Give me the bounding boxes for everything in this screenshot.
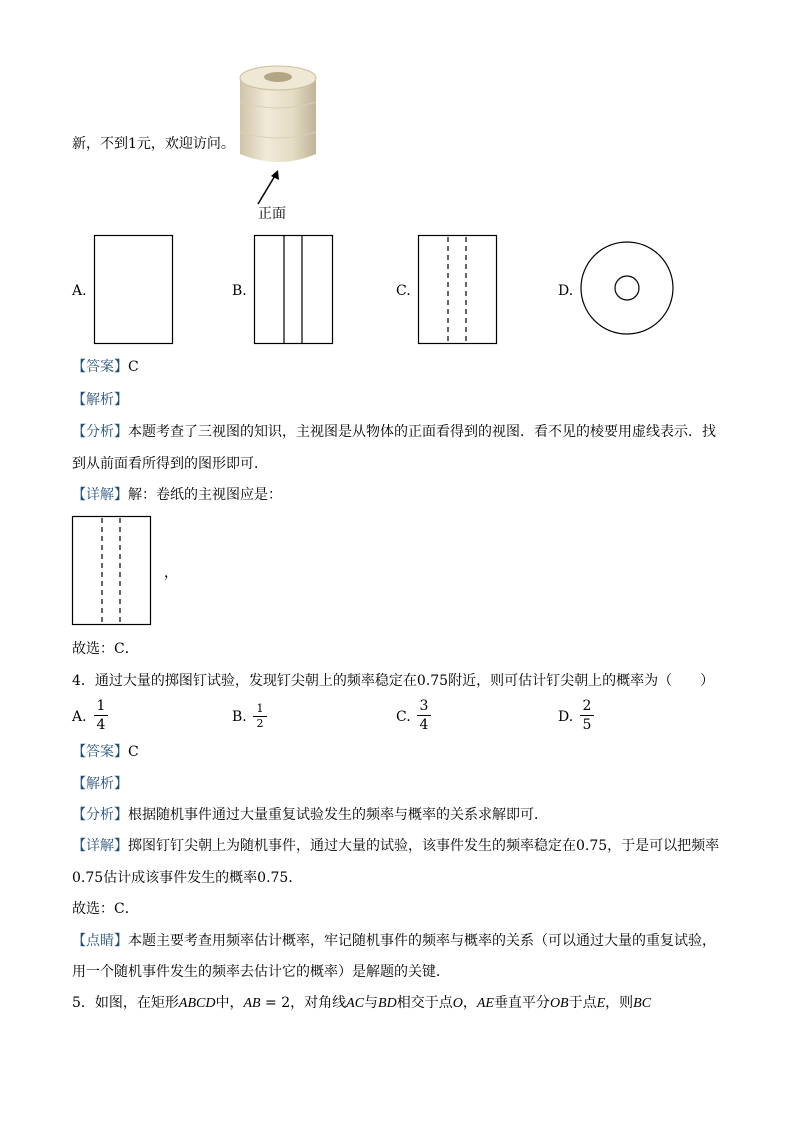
q4-dianjing-line2: 用一个随机事件发生的频率去估计它的概率）是解题的关键． xyxy=(72,964,450,980)
q4-xiangjie-line1: 【详解】掷图钉钉尖朝上为随机事件，通过大量的试验，该事件发生的频率稳定在0.75，于是可以把频率 xyxy=(72,838,720,854)
q4-option-c-fraction: 3 4 xyxy=(417,698,431,733)
answer-tag: 【答案】 xyxy=(72,359,128,375)
option-a-label: A. xyxy=(72,283,87,299)
q4-option-a-label: A. xyxy=(72,709,87,725)
q3-answer-line xyxy=(72,358,139,376)
q3-comma: ， xyxy=(164,565,178,581)
fenxi-tag: 【分析】 xyxy=(72,807,128,823)
figure-label: 正面 xyxy=(258,206,286,222)
q3-analysis-tag: 【解析】 xyxy=(72,392,128,408)
q4-option-b-fraction: 1 2 xyxy=(253,703,267,730)
arrow-icon xyxy=(254,168,284,208)
answer-value: C xyxy=(128,744,139,760)
q4-option-c-label: C. xyxy=(396,709,411,725)
q4-dianjing-line1: 【点睛】本题主要考查用频率估计概率，牢记随机事件的频率与概率的关系（可以通过大量的重复试验， xyxy=(72,933,716,949)
xiangjie-tag: 【详解】 xyxy=(72,487,128,503)
q3-fenxi-line1: 【分析】本题考查了三视图的知识，主视图是从物体的正面看得到的视图．看不见的棱要用虚线表示．找 xyxy=(72,424,716,440)
q3-xiangjie-line: 【详解】解：卷纸的主视图应是： xyxy=(72,487,282,503)
q4-choice: 故选：C． xyxy=(72,901,139,917)
q4-option-a-fraction: 1 4 xyxy=(94,698,108,733)
answer-value: C xyxy=(128,359,139,375)
q4-answer-line xyxy=(72,743,139,761)
dianjing-tag: 【点睛】 xyxy=(72,933,128,949)
q3-solution-figure xyxy=(72,516,152,626)
q4-xiangjie-line2: 0.75估计成该事件发生的概率0.75． xyxy=(72,870,303,886)
toilet-roll-figure xyxy=(236,62,320,172)
option-c-label: C. xyxy=(396,283,411,299)
intro-line: 新，不到1元，欢迎访问。 xyxy=(72,136,235,152)
option-b-rectangle xyxy=(254,235,334,345)
fenxi-tag: 【分析】 xyxy=(72,424,128,440)
answer-tag: 【答案】 xyxy=(72,744,128,760)
q4-stem: 4．通过大量的掷图钉试验，发现钉尖朝上的频率稳定在0.75附近，则可估计钉尖朝上的概率为（ ） xyxy=(72,673,715,689)
q4-option-b-label: B. xyxy=(232,709,247,725)
q3-choice: 故选：C． xyxy=(72,641,139,657)
q5-stem: 5．如图，在矩形ABCD中，AB = 2，对角线AC与BD相交于点O，AE垂直平分OB于点E，则BC xyxy=(72,995,652,1011)
xiangjie-tag: 【详解】 xyxy=(72,838,128,854)
option-b-label: B. xyxy=(232,283,247,299)
option-c-rectangle xyxy=(418,235,498,345)
q4-option-d-label: D. xyxy=(558,709,574,725)
q3-fenxi-line2: 到从前面看所得到的图形即可． xyxy=(72,456,268,472)
q4-option-d-fraction: 2 5 xyxy=(580,698,594,733)
option-d-label: D. xyxy=(558,283,574,299)
q4-fenxi-line: 【分析】根据随机事件通过大量重复试验发生的频率与概率的关系求解即可． xyxy=(72,807,548,823)
option-a-rectangle xyxy=(94,235,174,345)
q4-analysis-tag: 【解析】 xyxy=(72,776,128,792)
option-d-ring xyxy=(580,240,676,336)
